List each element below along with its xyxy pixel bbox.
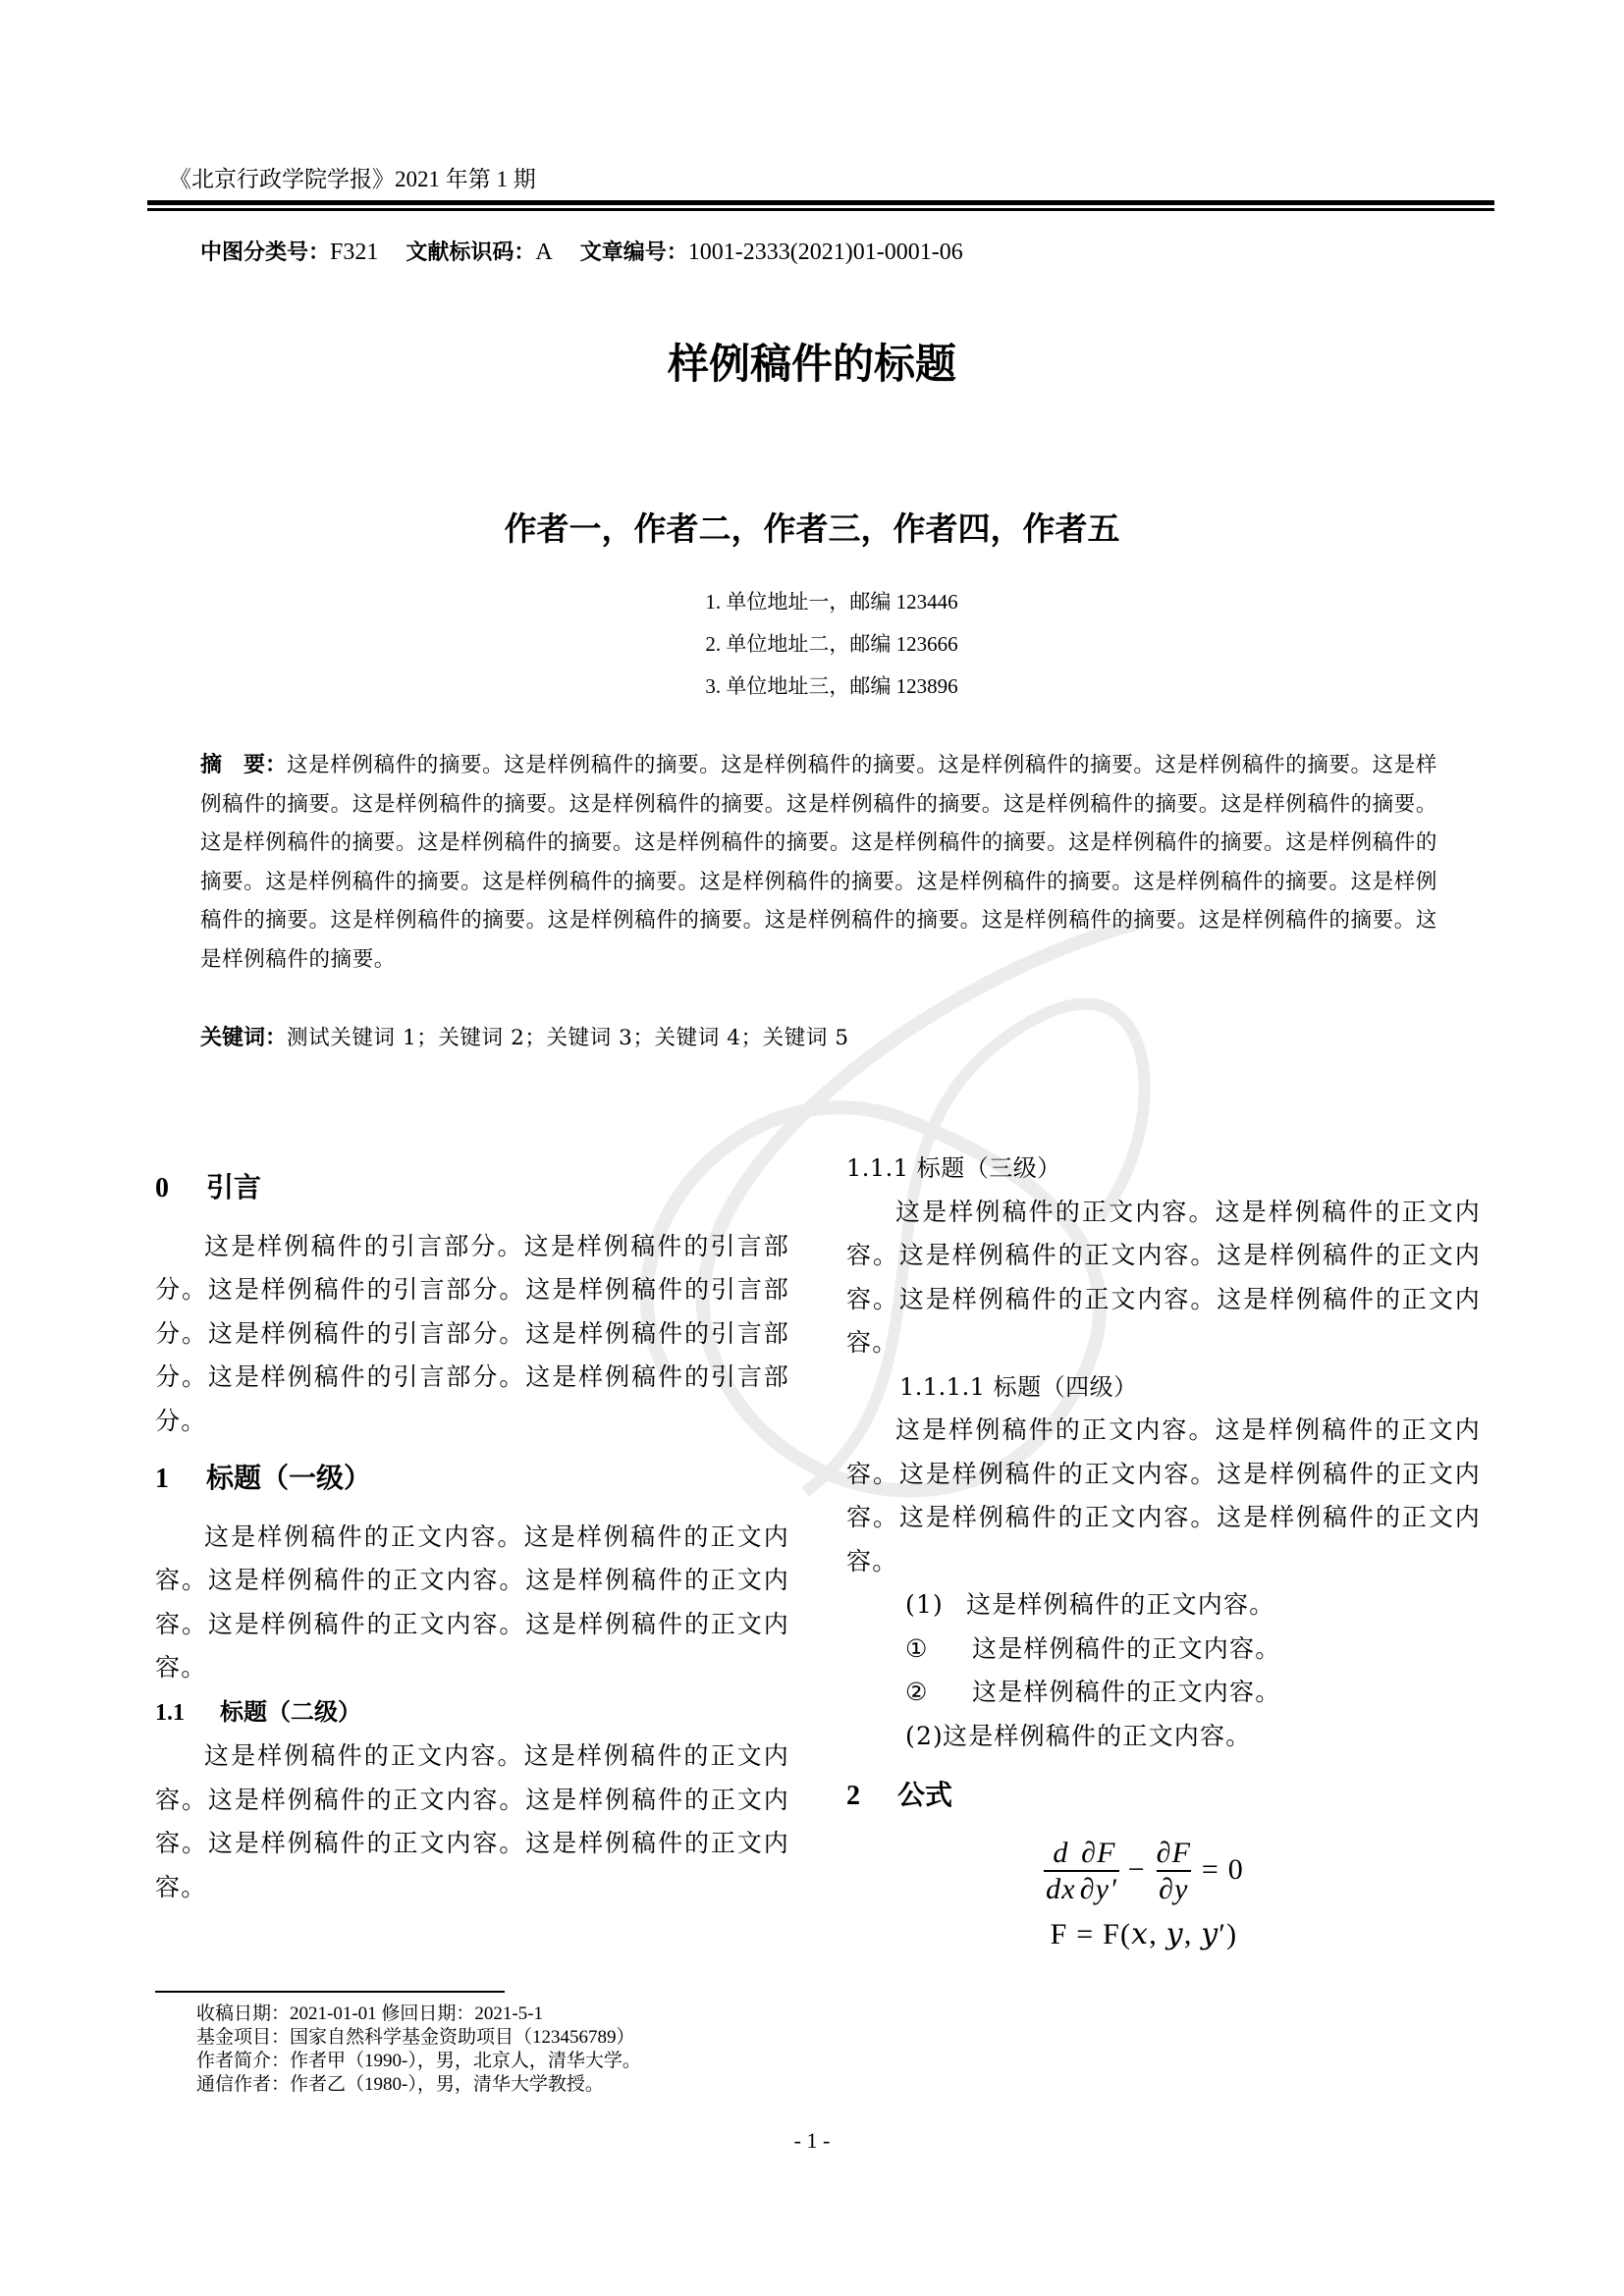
author-list: 作者一，作者二，作者三，作者四，作者五 [504,509,1120,548]
equation-function-def: F = F(𝑥, 𝑦, 𝑦′) [1050,1917,1238,1950]
fraction: $\frac{d}{dx}$ [1046,1836,1076,1905]
footnote-item: 通信作者：作者乙（1980-），男，清华大学教授。 [196,2074,604,2095]
keywords-label: 关键词： [200,1026,288,1050]
affiliation-item: 1. 单位地址一，邮编 123446 [705,590,958,614]
equation-rhs: = 0 [1201,1852,1244,1886]
abstract-text: 这是样例稿件的摘要。这是样例稿件的摘要。这是样例稿件的摘要。这是样例稿件的摘要。这是样例稿件的摘要。这是样例稿件的摘要。这是样例稿件的摘要。这是样例稿件的摘要。这是样例稿件的摘要。这是样例稿件的摘要。这是样例稿件的摘要。这是样例稿件的摘要。这是样例稿件的摘要。这是样例稿件的摘要。这是样例稿件的摘要。这是样例稿件的摘要。这是样例稿件的摘要。这是样例稿件的摘要。这是样例稿件的摘要。这是样例稿件的摘要。这是样例稿件的摘要。这是样例稿件的摘要。这是样例稿件的摘要。这是样例稿件的摘要。这是样例稿件的摘要。这是样例稿件的摘要。这是样例稿件的摘要。这是样例稿件的摘要。这是样例稿件的摘要。 [200,753,1437,972]
header-rule-thin [147,208,1494,211]
right-column [846,1147,1481,1956]
section-heading-2: 2 公式 [846,1779,953,1811]
classification-value: F321 [330,240,379,265]
list-item: (1) 这是样例稿件的正文内容。 [905,1590,1275,1619]
article-meta-line [200,236,963,266]
page-number: - 1 - [793,2128,831,2153]
minus-sign: − [1127,1852,1146,1886]
equation-euler-lagrange [846,1837,1481,1907]
section-heading-1-1: 1.1 标题（二级） [155,1697,361,1726]
fraction: $\frac{\partial F}{\partial y}$ [1156,1836,1192,1905]
paragraph-sec1-1-1: 这是样例稿件的正文内容。这是样例稿件的正文内容。这是样例稿件的正文内容。这是样例稿件的正文内容。这是样例稿件的正文内容。这是样例稿件的正文内容。 [846,1197,1481,1357]
paper-title: 样例稿件的标题 [667,340,956,388]
section-heading-1-1-1-1: 1.1.1.1 标题（四级） [899,1372,1138,1401]
article-no-value: 1001-2333(2021)01-0001-06 [687,240,963,265]
footnotes [196,2002,641,2097]
footnote-item: 收稿日期：2021-01-01 修回日期：2021-5-1 [196,2003,544,2024]
footnote-rule [155,1991,505,1993]
running-head: 《北京行政学院学报》2021 年第 1 期 [169,167,536,191]
footnote-item: 作者简介：作者甲（1990-），男，北京人，清华大学。 [196,2051,641,2071]
header-rule-thick [147,200,1494,205]
footnote-item: 基金项目：国家自然科学基金资助项目（123456789） [196,2027,635,2048]
paragraph-intro: 这是样例稿件的引言部分。这是样例稿件的引言部分。这是样例稿件的引言部分。这是样例稿件的引言部分。这是样例稿件的引言部分。这是样例稿件的引言部分。这是样例稿件的引言部分。这是样例稿件的引言部分。 [155,1231,789,1435]
section-heading-1-1-1: 1.1.1 标题（三级） [846,1154,1061,1182]
keywords [200,1021,849,1051]
affiliations [0,581,1624,708]
paragraph-sec1-1-1-1: 这是样例稿件的正文内容。这是样例稿件的正文内容。这是样例稿件的正文内容。这是样例稿件的正文内容。这是样例稿件的正文内容。这是样例稿件的正文内容。 [846,1415,1481,1575]
section-heading-0: 0 引言 [155,1171,262,1203]
left-column [155,1166,789,1909]
fraction: $\frac{\partial F}{\partial y'}$ [1079,1836,1118,1905]
paragraph-sec1: 这是样例稿件的正文内容。这是样例稿件的正文内容。这是样例稿件的正文内容。这是样例稿件的正文内容。这是样例稿件的正文内容。这是样例稿件的正文内容。 [155,1522,789,1682]
list-item: ① 这是样例稿件的正文内容。 [905,1633,1281,1663]
list-item: (2)这是样例稿件的正文内容。 [905,1721,1252,1750]
abstract [200,746,1437,979]
affiliation-item: 3. 单位地址三，邮编 123896 [705,674,958,698]
abstract-label: 摘 要： [200,753,288,777]
paragraph-sec1-1: 这是样例稿件的正文内容。这是样例稿件的正文内容。这是样例稿件的正文内容。这是样例稿件的正文内容。这是样例稿件的正文内容。这是样例稿件的正文内容。 [155,1741,789,1901]
article-no-label: 文章编号： [579,240,688,265]
doc-code-value: A [535,240,553,265]
classification-label: 中图分类号： [200,240,331,265]
list-item: ② 这是样例稿件的正文内容。 [905,1678,1281,1706]
keywords-text: 测试关键词 1；关键词 2；关键词 3；关键词 4；关键词 5 [287,1026,849,1050]
affiliation-item: 2. 单位地址二，邮编 123666 [705,632,958,656]
doc-code-label: 文献标识码： [406,240,536,265]
section-heading-1: 1 标题（一级） [155,1462,372,1494]
